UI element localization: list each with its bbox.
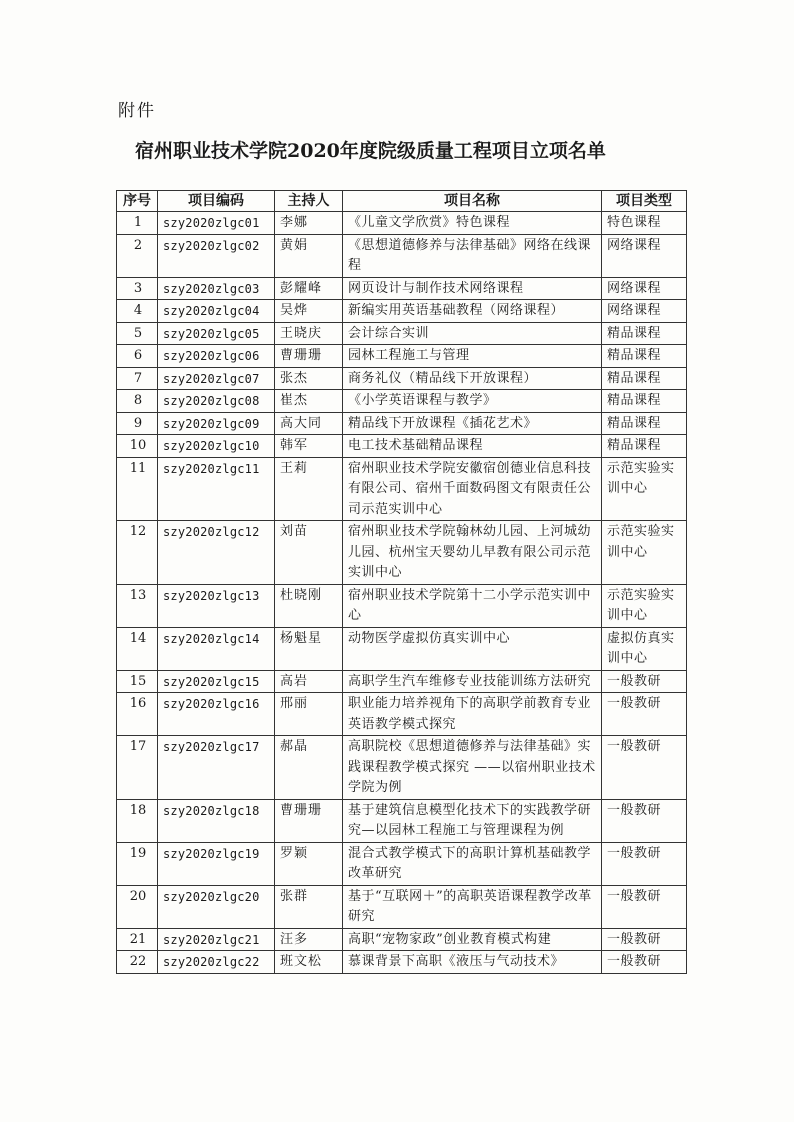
row-project-name: 《思想道德修养与法律基础》网络在线课程 xyxy=(343,234,602,277)
row-host: 张杰 xyxy=(275,367,343,390)
row-project-name: 动物医学虚拟仿真实训中心 xyxy=(343,627,602,670)
header-host: 主持人 xyxy=(275,191,343,212)
row-code: szy2020zlgc02 xyxy=(158,234,275,277)
table-row xyxy=(117,435,687,458)
row-code: szy2020zlgc14 xyxy=(158,627,275,670)
row-number: 3 xyxy=(117,277,158,300)
row-project-type: 网络课程 xyxy=(602,277,687,300)
row-number: 16 xyxy=(117,693,158,736)
row-code: szy2020zlgc03 xyxy=(158,277,275,300)
row-host: 崔杰 xyxy=(275,390,343,413)
row-number: 10 xyxy=(117,435,158,458)
row-code: szy2020zlgc22 xyxy=(158,951,275,974)
row-project-type: 一般教研 xyxy=(602,799,687,842)
row-code: szy2020zlgc06 xyxy=(158,345,275,368)
header-no: 序号 xyxy=(117,191,158,212)
table-row xyxy=(117,234,687,277)
row-project-type: 一般教研 xyxy=(602,885,687,928)
row-number: 12 xyxy=(117,521,158,585)
row-code: szy2020zlgc07 xyxy=(158,367,275,390)
row-project-type: 一般教研 xyxy=(602,693,687,736)
header-code: 项目编码 xyxy=(158,191,275,212)
table-row xyxy=(117,277,687,300)
row-project-type: 一般教研 xyxy=(602,670,687,693)
row-project-type: 网络课程 xyxy=(602,300,687,323)
row-project-type: 精品课程 xyxy=(602,390,687,413)
row-number: 8 xyxy=(117,390,158,413)
table-row xyxy=(117,322,687,345)
row-project-name: 网页设计与制作技术网络课程 xyxy=(343,277,602,300)
header-project-type: 项目类型 xyxy=(602,191,687,212)
row-project-name: 《小学英语课程与教学》 xyxy=(343,390,602,413)
row-code: szy2020zlgc17 xyxy=(158,736,275,800)
row-project-name: 园林工程施工与管理 xyxy=(343,345,602,368)
row-number: 17 xyxy=(117,736,158,800)
table-row xyxy=(117,212,687,235)
row-project-name: 职业能力培养视角下的高职学前教育专业英语教学模式探究 xyxy=(343,693,602,736)
table-row xyxy=(117,670,687,693)
table-row xyxy=(117,885,687,928)
row-code: szy2020zlgc16 xyxy=(158,693,275,736)
row-number: 22 xyxy=(117,951,158,974)
row-host: 刘苗 xyxy=(275,521,343,585)
row-project-name: 混合式教学模式下的高职计算机基础教学改革研究 xyxy=(343,842,602,885)
row-project-name: 精品线下开放课程《插花艺术》 xyxy=(343,412,602,435)
row-project-type: 精品课程 xyxy=(602,412,687,435)
table-row xyxy=(117,390,687,413)
row-number: 13 xyxy=(117,584,158,627)
row-project-type: 虚拟仿真实训中心 xyxy=(602,627,687,670)
row-host: 王莉 xyxy=(275,457,343,521)
row-project-name: 会计综合实训 xyxy=(343,322,602,345)
table-row xyxy=(117,457,687,521)
table-row xyxy=(117,951,687,974)
row-project-type: 一般教研 xyxy=(602,842,687,885)
row-project-type: 精品课程 xyxy=(602,345,687,368)
row-project-type: 示范实验实训中心 xyxy=(602,584,687,627)
row-project-name: 宿州职业技术学院第十二小学示范实训中心 xyxy=(343,584,602,627)
row-number: 14 xyxy=(117,627,158,670)
row-code: szy2020zlgc11 xyxy=(158,457,275,521)
row-number: 15 xyxy=(117,670,158,693)
row-number: 18 xyxy=(117,799,158,842)
row-number: 1 xyxy=(117,212,158,235)
row-project-name: 高职学生汽车维修专业技能训练方法研究 xyxy=(343,670,602,693)
row-project-type: 精品课程 xyxy=(602,322,687,345)
row-host: 罗颖 xyxy=(275,842,343,885)
table-row xyxy=(117,736,687,800)
attachment-label: 附件 xyxy=(118,101,156,121)
row-project-name: 高职院校《思想道德修养与法律基础》实践课程教学模式探究 ——以宿州职业技术学院为例 xyxy=(343,736,602,800)
row-host: 张群 xyxy=(275,885,343,928)
row-host: 吴烨 xyxy=(275,300,343,323)
row-code: szy2020zlgc21 xyxy=(158,928,275,951)
row-project-name: 基于建筑信息模型化技术下的实践教学研究—以园林工程施工与管理课程为例 xyxy=(343,799,602,842)
row-host: 杜晓刚 xyxy=(275,584,343,627)
row-number: 11 xyxy=(117,457,158,521)
row-code: szy2020zlgc05 xyxy=(158,322,275,345)
row-project-name: 新编实用英语基础教程（网络课程） xyxy=(343,300,602,323)
row-host: 郝晶 xyxy=(275,736,343,800)
row-host: 李娜 xyxy=(275,212,343,235)
row-project-type: 网络课程 xyxy=(602,234,687,277)
row-code: szy2020zlgc18 xyxy=(158,799,275,842)
row-project-type: 精品课程 xyxy=(602,367,687,390)
row-number: 9 xyxy=(117,412,158,435)
table-row xyxy=(117,300,687,323)
project-table xyxy=(116,190,687,974)
row-number: 5 xyxy=(117,322,158,345)
row-project-type: 一般教研 xyxy=(602,736,687,800)
row-project-type: 特色课程 xyxy=(602,212,687,235)
row-project-type: 示范实验实训中心 xyxy=(602,457,687,521)
row-number: 6 xyxy=(117,345,158,368)
row-code: szy2020zlgc13 xyxy=(158,584,275,627)
row-code: szy2020zlgc09 xyxy=(158,412,275,435)
row-code: szy2020zlgc20 xyxy=(158,885,275,928)
row-host: 韩军 xyxy=(275,435,343,458)
table-row xyxy=(117,928,687,951)
table-row xyxy=(117,584,687,627)
row-host: 黄娟 xyxy=(275,234,343,277)
row-host: 高大同 xyxy=(275,412,343,435)
row-project-type: 精品课程 xyxy=(602,435,687,458)
row-host: 邢丽 xyxy=(275,693,343,736)
row-code: szy2020zlgc10 xyxy=(158,435,275,458)
row-host: 杨魁星 xyxy=(275,627,343,670)
table-row xyxy=(117,412,687,435)
header-project-name: 项目名称 xyxy=(343,191,602,212)
row-number: 20 xyxy=(117,885,158,928)
row-project-name: 高职“宠物家政”创业教育模式构建 xyxy=(343,928,602,951)
row-number: 19 xyxy=(117,842,158,885)
page-title: 宿州职业技术学院2020年度院级质量工程项目立项名单 xyxy=(135,140,606,162)
table-body xyxy=(117,212,687,974)
row-host: 班文松 xyxy=(275,951,343,974)
row-project-name: 慕课背景下高职《液压与气动技术》 xyxy=(343,951,602,974)
row-number: 7 xyxy=(117,367,158,390)
table-row xyxy=(117,842,687,885)
row-project-name: 电工技术基础精品课程 xyxy=(343,435,602,458)
table-row xyxy=(117,367,687,390)
row-project-type: 示范实验实训中心 xyxy=(602,521,687,585)
table-row xyxy=(117,693,687,736)
table-row xyxy=(117,799,687,842)
row-host: 王晓庆 xyxy=(275,322,343,345)
row-host: 曹珊珊 xyxy=(275,345,343,368)
table-row xyxy=(117,345,687,368)
row-project-name: 宿州职业技术学院安徽宿创德业信息科技有限公司、宿州千面数码图文有限责任公司示范实训中心 xyxy=(343,457,602,521)
row-code: szy2020zlgc08 xyxy=(158,390,275,413)
row-code: szy2020zlgc04 xyxy=(158,300,275,323)
table-row xyxy=(117,521,687,585)
row-host: 高岩 xyxy=(275,670,343,693)
table-header-row xyxy=(117,191,687,212)
row-project-type: 一般教研 xyxy=(602,928,687,951)
row-number: 2 xyxy=(117,234,158,277)
row-code: szy2020zlgc19 xyxy=(158,842,275,885)
row-project-name: 商务礼仪（精品线下开放课程） xyxy=(343,367,602,390)
row-host: 曹珊珊 xyxy=(275,799,343,842)
row-code: szy2020zlgc15 xyxy=(158,670,275,693)
row-host: 彭耀峰 xyxy=(275,277,343,300)
row-number: 4 xyxy=(117,300,158,323)
row-project-name: 宿州职业技术学院翰林幼儿园、上河城幼儿园、杭州宝天婴幼儿早教有限公司示范实训中心 xyxy=(343,521,602,585)
table-row xyxy=(117,627,687,670)
row-project-name: 《儿童文学欣赏》特色课程 xyxy=(343,212,602,235)
row-project-type: 一般教研 xyxy=(602,951,687,974)
row-number: 21 xyxy=(117,928,158,951)
row-code: szy2020zlgc12 xyxy=(158,521,275,585)
row-code: szy2020zlgc01 xyxy=(158,212,275,235)
row-project-name: 基于“互联网＋”的高职英语课程教学改革研究 xyxy=(343,885,602,928)
row-host: 汪多 xyxy=(275,928,343,951)
